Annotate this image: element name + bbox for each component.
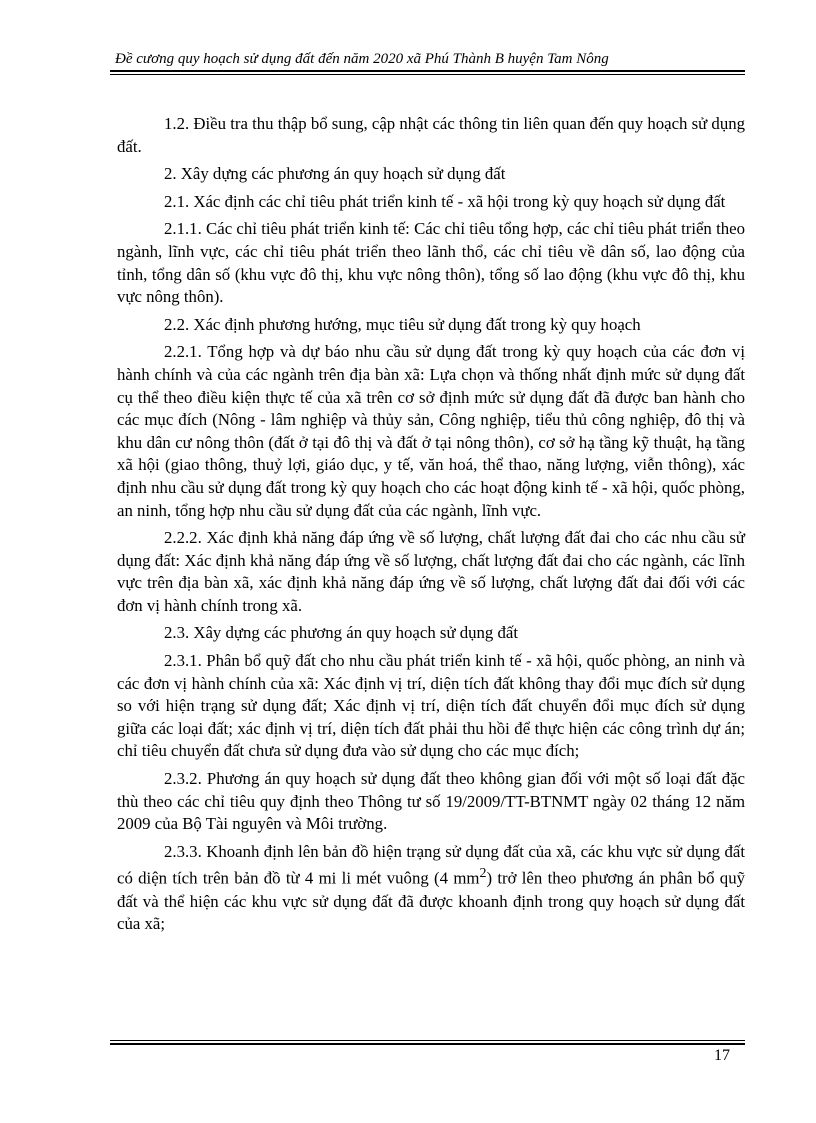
paragraph-2-3-2: 2.3.2. Phương án quy hoạch sử dụng đất theo không gian đối với một số loại đất đặc thù theo các chỉ tiêu quy định theo Thông tư số 19/2009/TT-BTNMT ngày 02 tháng 12 năm 2009 của Bộ Tài nguyên và Môi trường. — [117, 769, 745, 834]
footer-rule-thick — [110, 1043, 745, 1045]
heading-2-2: 2.2. Xác định phương hướng, mục tiêu sử dụng đất trong kỳ quy hoạch — [164, 314, 641, 334]
page-number: 17 — [714, 1047, 730, 1064]
document-body — [117, 113, 745, 941]
heading-2-1: 2.1. Xác định các chỉ tiêu phát triển kinh tế - xã hội trong kỳ quy hoạch sử dụng đất — [164, 191, 726, 211]
paragraph-2-2-2: 2.2.2. Xác định khả năng đáp ứng về số lượng, chất lượng đất đai cho các nhu cầu sử dụng đất: Xác định khả năng đáp ứng về số lượng, chất lượng đất đai cho các ngành, các lĩnh vực trên địa bàn xã, xác định khả năng đáp ứng về số lượng, chất lượng đất đai đối với các đơn vị hành chính trong xã. — [117, 528, 745, 615]
paragraph-2-2-1: 2.2.1. Tổng hợp và dự báo nhu cầu sử dụng đất trong kỳ quy hoạch của các đơn vị hành chính và của các ngành trên địa bàn xã: Lựa chọn và thống nhất định mức sử dụng đất cụ thể theo điều kiện thực tế của xã trên cơ sở định mức sử dụng đất đã được ban hành cho các mục đích (Nông - lâm nghiệp và thủy sản, Công nghiệp, tiểu thủ công nghiệp, đô thị và khu dân cư nông thôn (đất ở tại đô thị và đất ở tại nông thôn), cơ sở hạ tầng kỹ thuật, hạ tầng xã hội (giao thông, thuỷ lợi, giáo dục, y tế, văn hoá, thể thao, năng lượng, viễn thông), xác định nhu cầu sử dụng đất trong kỳ quy hoạch cho các hoạt động kinh tế - xã hội, quốc phòng, an ninh, tổng hợp nhu cầu sử dụng đất của các ngành, lĩnh vực. — [117, 342, 745, 520]
paragraph-2-1-1: 2.1.1. Các chỉ tiêu phát triển kinh tế: Các chỉ tiêu tổng hợp, các chỉ tiêu phát triển theo ngành, lĩnh vực, các chỉ tiêu phát triển theo lãnh thổ, các chỉ tiêu về dân số, lao động của tỉnh, tổng dân số (khu vực đô thị, khu vực nông thôn), tổng số lao động (khu vực đô thị, khu vực nông thôn). — [117, 219, 745, 307]
heading-2: 2. Xây dựng các phương án quy hoạch sử dụng đất — [164, 164, 506, 184]
heading-2-3: 2.3. Xây dựng các phương án quy hoạch sử dụng đất — [164, 623, 518, 643]
paragraph-2-3-3-text-before: 2.3.3. Khoanh định lên bản đồ hiện trạng sử dụng đất của xã, các khu vực sử dụng đất có diện tích trên bản đồ từ 4 mi li mét vuông (4 mm — [117, 841, 745, 888]
paragraph-2-3-3 — [117, 841, 745, 936]
paragraph-2-3-1: 2.3.1. Phân bổ quỹ đất cho nhu cầu phát triển kinh tế - xã hội, quốc phòng, an ninh và các đơn vị hành chính của xã: Xác định vị trí, diện tích đất không thay đổi mục đích sử dụng so với hiện trạng sử dụng đất; Xác định vị trí, diện tích đất chuyển đổi mục đích sử dụng giữa các loại đất; xác định vị trí, diện tích đất phải thu hồi để thực hiện các công trình dự án; chỉ tiêu chuyển đất chưa sử dụng đưa vào sử dụng cho các mục đích; — [117, 651, 745, 761]
header-rule-thin — [110, 74, 745, 75]
superscript-2: 2 — [479, 866, 487, 882]
footer-rule-thin — [110, 1040, 745, 1041]
header-rule-thick — [110, 70, 745, 72]
paragraph-2-3-3-text-after: ) trở lên theo phương án phân bổ quỹ đất và thể hiện các khu vực sử dụng đất đã được khoanh định trong quy hoạch sử dụng đất của xã; — [117, 869, 745, 934]
paragraph-1-2: 1.2. Điều tra thu thập bổ sung, cập nhật các thông tin liên quan đến quy hoạch sử dụng đất. — [117, 114, 745, 156]
page-header-title: Đề cương quy hoạch sử dụng đất đến năm 2020 xã Phú Thành B huyện Tam Nông — [115, 51, 609, 67]
